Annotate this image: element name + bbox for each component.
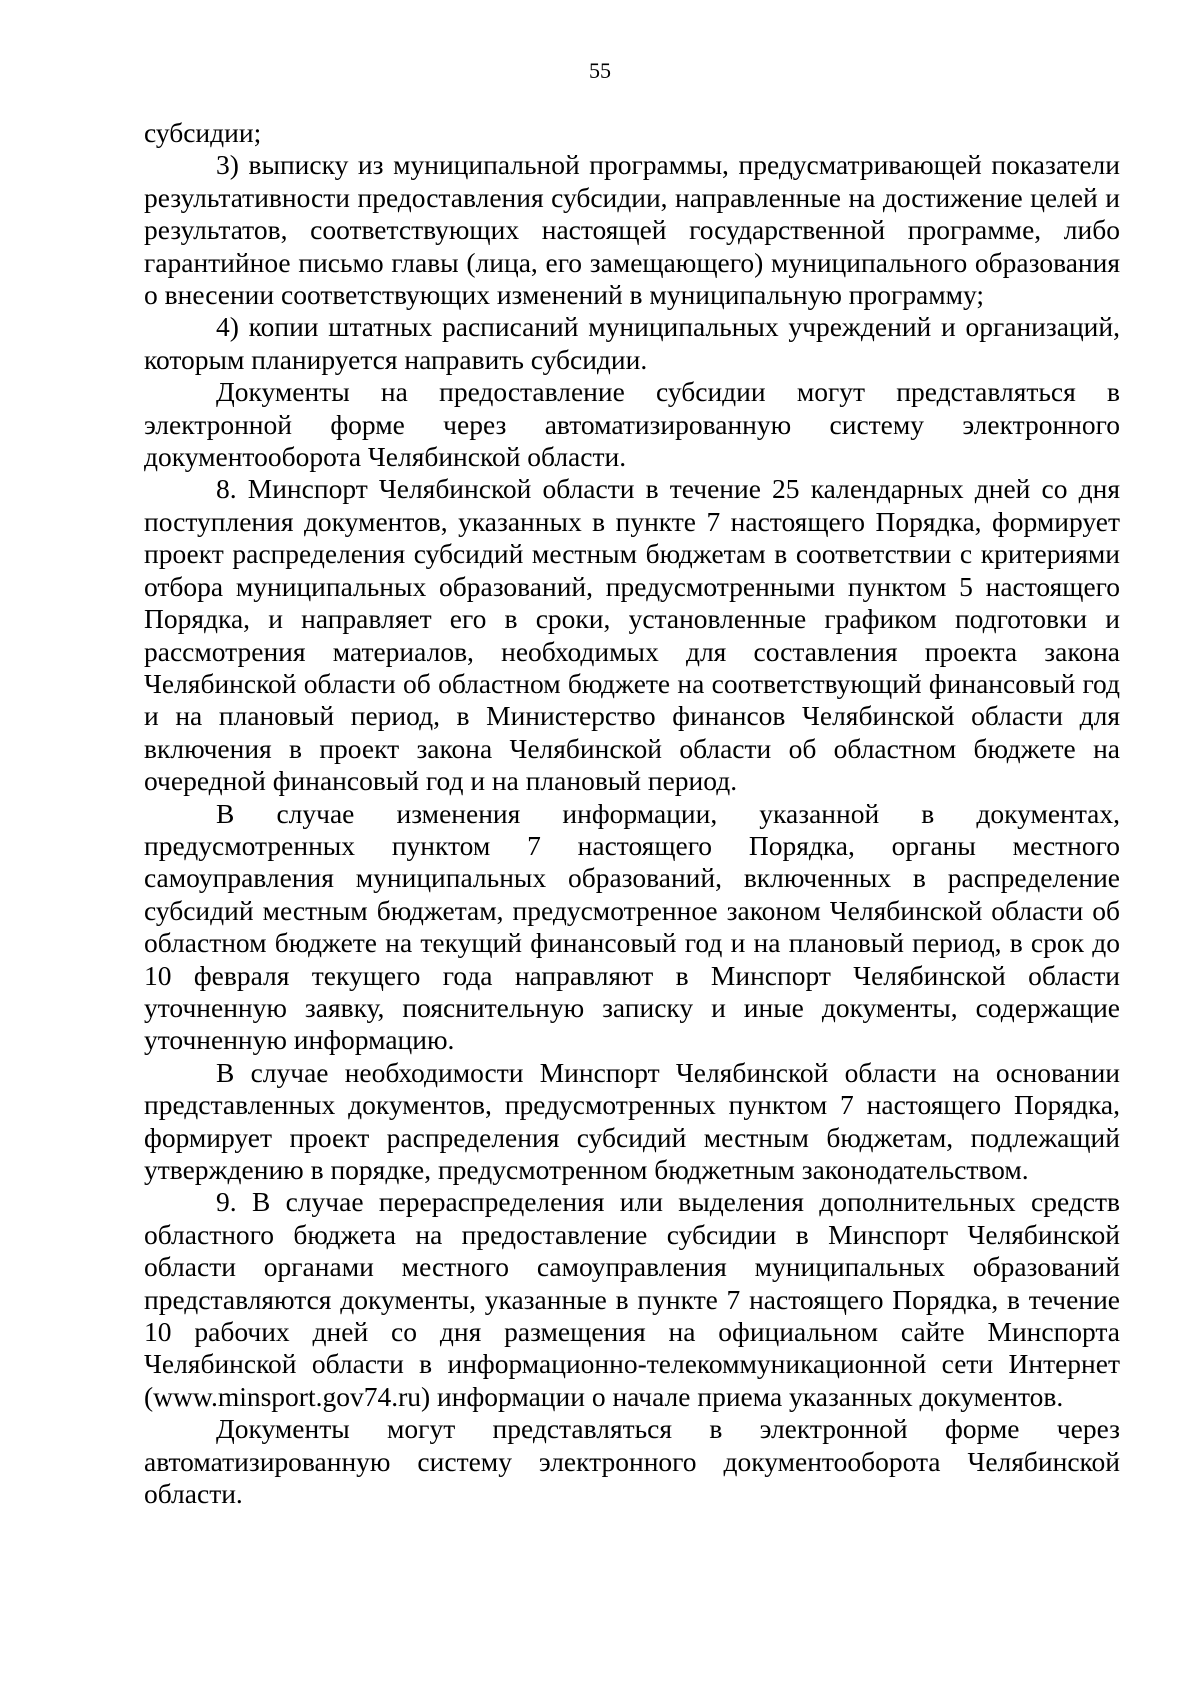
paragraph-item-4: 4) копии штатных расписаний муниципальных учреждений и организаций, которым планируется направить субсидии. [144, 311, 1120, 375]
paragraph-item-3: 3) выписку из муниципальной программы, предусматривающей показатели результативности предоставления субсидии, направленные на достижение целей и результатов, соответствующих настоящей государственной программе, либо гарантийное письмо главы (лица, его замещающего) муниципального образования о внесении соответствующих изменений в муниципальную программу; [144, 149, 1120, 311]
paragraph-section-8: 8. Минспорт Челябинской области в течение 25 календарных дней со дня поступления документов, указанных в пункте 7 настоящего Порядка, формирует проект распределения субсидий местным бюджетам в соответствии с критериями отбора муниципальных образований, предусмотренными пунктом 5 настоящего Порядка, и направляет его в сроки, установленные графиком подготовки и рассмотрения материалов, необходимых для составления проекта закона Челябинской области об областном бюджете на соответствующий финансовый год и на плановый период, в Министерство финансов Челябинской области для включения в проект закона Челябинской области об областном бюджете на очередной финансовый год и на плановый период. [144, 473, 1120, 797]
paragraph-distribution-draft: В случае необходимости Минспорт Челябинской области на основании представленных документов, предусмотренных пунктом 7 настоящего Порядка, формирует проект распределения субсидий местным бюджетам, подлежащий утверждению в порядке, предусмотренном бюджетным законодательством. [144, 1056, 1120, 1185]
paragraph-continuation: субсидии; [144, 117, 262, 148]
paragraph-electronic-documents: Документы могут представляться в электронной форме через автоматизированную систему электронного документооборота Челябинской области. [144, 1413, 1120, 1510]
document-body [144, 117, 1120, 1510]
paragraph-electronic-submission: Документы на предоставление субсидии могут представляться в электронной форме через автоматизированную систему электронного документооборота Челябинской области. [144, 376, 1120, 473]
paragraph-section-9: 9. В случае перераспределения или выделения дополнительных средств областного бюджета на предоставление субсидии в Минспорт Челябинской области органами местного самоуправления муниципальных образований представляются документы, указанные в пункте 7 настоящего Порядка, в течение 10 рабочих дней со дня размещения на официальном сайте Минспорта Челябинской области в информационно-телекоммуникационной сети Интернет (www.minsport.gov74.ru) информации о начале приема указанных документов. [144, 1186, 1120, 1412]
paragraph-information-change: В случае изменения информации, указанной в документах, предусмотренных пунктом 7 настоящего Порядка, органы местного самоуправления муниципальных образований, включенных в распределение субсидий местным бюджетам, предусмотренное законом Челябинской области об областном бюджете на текущий финансовый год и на плановый период, в срок до 10 февраля текущего года направляют в Минспорт Челябинской области уточненную заявку, пояснительную записку и иные документы, содержащие уточненную информацию. [144, 797, 1120, 1056]
page-number: 55 [589, 58, 611, 83]
